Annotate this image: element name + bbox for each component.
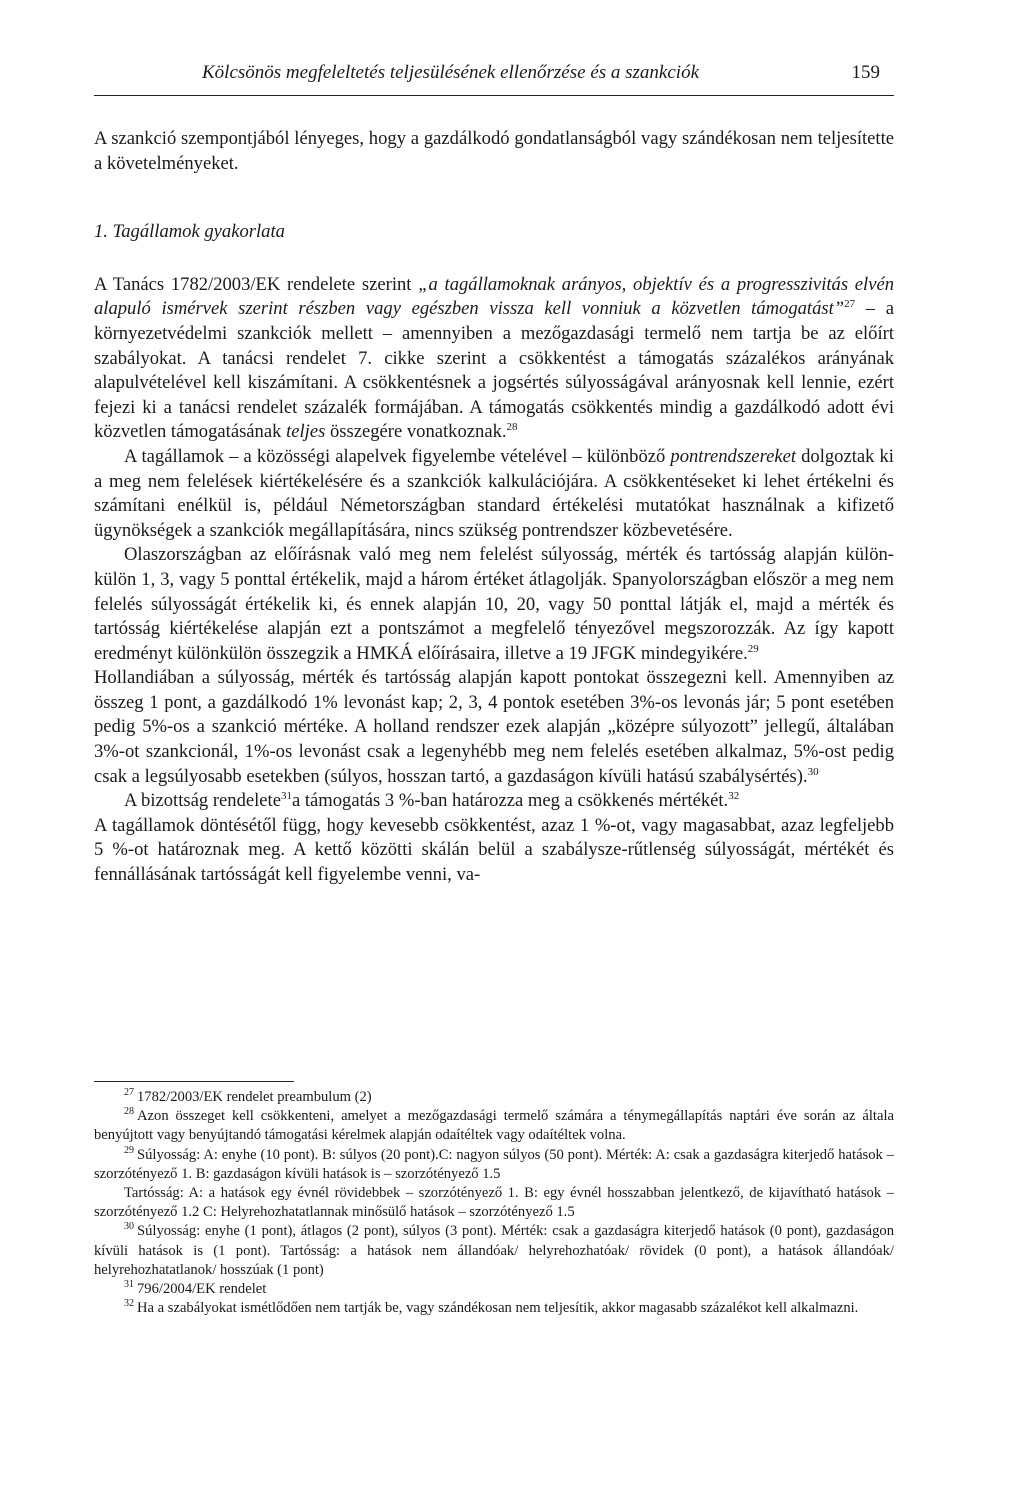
footnote-item (94, 1146, 894, 1184)
paragraph-country-examples (94, 543, 894, 666)
paragraph-member-states-decision: A tagállamok döntésétől függ, hogy kevesebb csökkentést, azaz 1 %-ot, vagy magasabbat, azaz legfeljebb 5 %-ot határoznak meg. A kettő közötti skálán belül a szabálysze-rűtlenség súlyosságát, mértékét és fennállásának tartósságát kell figyelembe venni, va- (94, 814, 894, 886)
paragraph-text: Hollandiában a súlyosság, mérték és tartósság alapján kapott pontokat összegezni kell. Amennyiben az összeg 1 pont, a gazdálkodó 1% levonást kap; 2, 3, 4 pontok esetében 3%-os levonás jár; 5 pont esetében pedig 5%-os a szankció mértéke. A holland rendszer ezek alapján „középre súlyozott” jellegű, általában 3%-ot szankcionál, 1%-os levonást csak a legenyhébb meg nem felelés esetében alkalmaz, 5%-ost pedig csak a legsúlyosabb esetekben (súlyos, hosszan tartó, a gazdaságon kívüli hatású szabálysértés). (94, 667, 894, 787)
paragraph-text: A Tanács 1782/2003/EK rendelete szerint (94, 273, 419, 295)
header-divider (94, 95, 894, 96)
footnote-number: 32 (124, 1298, 134, 1310)
footnote-number: 27 (124, 1087, 134, 1098)
footnote-item (94, 1107, 894, 1145)
paragraph-text: dolgoztak ki a meg nem felelések kiértékelésére és a szankciók kalkulációjára. A csökkentéseket ki lehet értékelni és számítani enélkül is, például Németországban standard értékelési mutatókat használnak a kifizető ügynökségek a szankciók megállapítására, nincs szükség pontrendszer közbevetésére. (94, 445, 894, 541)
page-number: 159 (851, 62, 880, 83)
running-header (94, 62, 894, 92)
intro-paragraph: A szankció szempontjából lényeges, hogy a gazdálkodó gondatlanságból vagy szándékosan nem teljesítette a követelményeket. (94, 128, 894, 174)
footnote-number: 30 (124, 1221, 134, 1233)
footnote-text: 796/2004/EK rendelet (137, 1281, 267, 1298)
footnote-text: Ha a szabályokat ismétlődően nem tartják be, vagy szándékosan nem teljesítik, akkor magasabb százalékot kell alkalmazni. (137, 1300, 859, 1317)
running-title: Kölcsönös megfeleltetés teljesülésének ellenőrzése és a szankciók (202, 62, 700, 83)
footnote-item (94, 1184, 894, 1222)
quoted-regulation-text: „a tagállamoknak arányos, objektív és a progresszivitás elvén alapuló ismérvek szerint részben vagy egészben vissza kell vonniuk a közvetlen támogatást” (94, 273, 894, 320)
footnote-number: 29 (124, 1144, 134, 1156)
paragraph-netherlands (94, 666, 894, 789)
footnote-item (94, 1299, 894, 1318)
section-heading: 1. Tagállamok gyakorlata (94, 221, 285, 243)
paragraph-council-regulation (94, 273, 894, 445)
paragraph-text: a támogatás 3 %-ban határozza meg a csökkenés mértékét. (291, 790, 729, 812)
emphasis-text: pontrendszereket (670, 445, 797, 467)
footnote-ref[interactable]: 29 (747, 642, 759, 655)
footnote-ref[interactable]: 30 (807, 765, 819, 778)
body-text (94, 127, 894, 888)
footnote-text: Tartósság: A: a hatások egy évnél rövidebbek – szorzótényező 1. B: egy évnél hosszabban jelentkező, de kijavítható hatások – szorzótényező 1.2 C: Helyrehozhatatlannak minősülő hatások – szorzótényező 1.5 (94, 1185, 894, 1221)
footnote-item (94, 1222, 894, 1280)
paragraph-text: A tagállamok – a közösségi alapelvek figyelembe vételével – különböző (124, 445, 671, 467)
emphasis-text: teljes (286, 421, 326, 443)
paragraph-text: A bizottság rendelete (124, 790, 281, 812)
footnote-ref[interactable]: 32 (728, 790, 740, 803)
footnote-text: Súlyosság: enyhe (1 pont), átlagos (2 pont), súlyos (3 pont). Mérték: csak a gazdaságra kiterjedő hatások (0 pont), gazdaságon kívüli hatások is (1 pont). Tartósság: a hatások nem állandóak/ helyrehozhatóak/ rövidek (0 pont), a hatások állandóak/ helyrehozhatatlanok/ hosszúak (1 pont) (94, 1223, 894, 1278)
paragraph-commission-regulation (94, 789, 894, 814)
footnote-item (94, 1280, 894, 1299)
footnote-text: Azon összeget kell csökkenteni, amelyet a mezőgazdasági termelő számára a ténymegállapítás naptári éve során az általa benyújtott vagy benyújtandó támogatási kérelmek alapján odaítéltek vagy odaítéltek volna. (94, 1108, 894, 1144)
paragraph-text: Olaszországban az előírásnak való meg nem felelést súlyosság, mérték és tartósság alapján külön-külön 1, 3, vagy 5 ponttal értékelik, majd a három értéket átlagolják. Spanyolországban először a meg nem felelés súlyosságát értékelik ki, és ennek alapján 10, 20, vagy 50 ponttal látják el, majd a mérték és tartósság kiértékelése alapján ezt a pontszámot a megfelelő tényezővel megszorozzák. Az így kapott eredményt különkülön összegzik a HMKÁ előírásaira, illetve a 19 JFGK mindegyikére. (94, 544, 894, 664)
footnote-number: 28 (124, 1106, 134, 1118)
footnote-text: 1782/2003/EK rendelet preambulum (2) (137, 1089, 372, 1105)
paragraph-text: összegére vonatkoznak. (325, 421, 507, 443)
footnote-ref[interactable]: 28 (506, 421, 518, 434)
footnote-text: Súlyosság: A: enyhe (10 pont). B: súlyos (20 pont).C: nagyon súlyos (50 pont). Mérték: A: csak a gazdaságra kiterjedő hatások – szorzótényező 1. B: gazdaságon kívüli hatások is – szorzótényező 1.5 (94, 1146, 894, 1182)
paragraph-point-systems (94, 445, 894, 543)
footnote-number: 31 (124, 1279, 134, 1291)
footnote-ref[interactable]: 31 (280, 790, 292, 803)
paragraph-text: – a környezetvédelmi szankciók mellett – amennyiben a mezőgazdasági termelő nem tartja be az előírt szabályokat. A tanácsi rendelet 7. cikke szerint a csökkentést a támogatás százalékos arányának alapulvételével kell kiszámítani. A csökkentésnek a jogsértés súlyosságával arányosnak kell lennie, ezért fejezi ki a tanácsi rendelet százalék formájában. A támogatás csökkentés mindig a gazdálkodó adott évi közvetlen támogatásának (94, 298, 894, 443)
footnote-item (94, 1088, 894, 1107)
footnotes (94, 1088, 894, 1318)
footnote-divider (94, 1081, 294, 1082)
footnote-ref[interactable]: 27 (844, 298, 856, 311)
